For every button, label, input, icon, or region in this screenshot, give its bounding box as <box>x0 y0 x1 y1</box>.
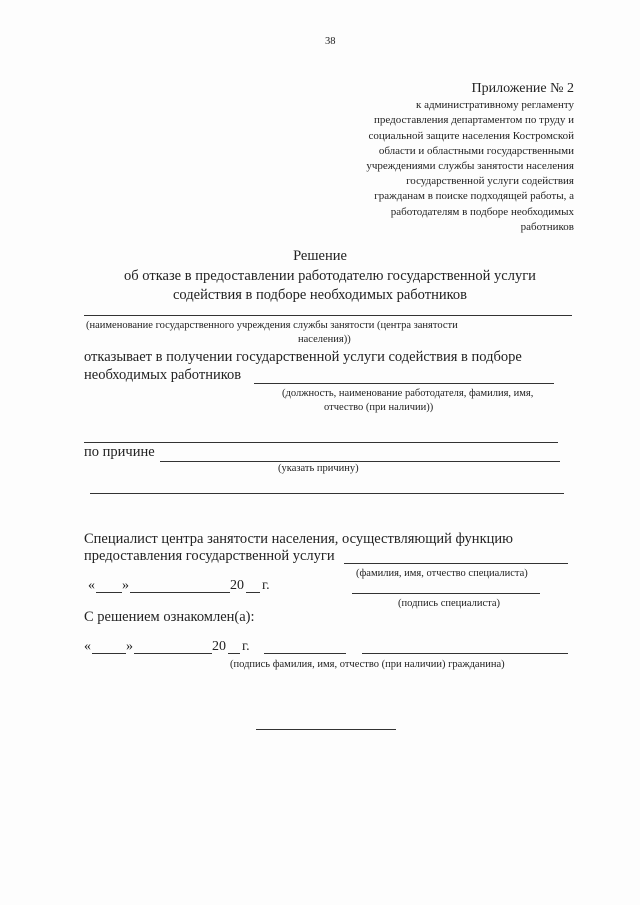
page-number: 38 <box>325 36 336 47</box>
reason-label: по причине <box>84 444 155 460</box>
appendix-line: работников <box>520 220 574 233</box>
appendix-line: учреждениями службы занятости населения <box>366 160 574 173</box>
specialist-sign-hint: (подпись специалиста) <box>398 598 501 609</box>
citizen-date-year: 20 <box>212 639 226 654</box>
citizen-date-suffix: г. <box>242 639 250 654</box>
employer-line[interactable] <box>254 383 554 384</box>
appendix-line: работодателям в подборе необходимых <box>390 205 574 218</box>
bottom-divider <box>256 729 396 730</box>
workers-text: необходимых работников <box>84 367 242 383</box>
institution-hint-2: населения)) <box>298 334 351 345</box>
blank-line[interactable] <box>84 442 558 443</box>
institution-name-line[interactable] <box>84 315 572 316</box>
citizen-sign-hint: (подпись фамилия, имя, отчество (при наличии) гражданина) <box>230 659 505 670</box>
specialist-name-line[interactable] <box>344 563 568 564</box>
specialist-date-month[interactable] <box>130 592 230 593</box>
appendix-line: социальной защите населения Костромской <box>368 129 574 142</box>
citizen-date-day[interactable] <box>92 653 126 654</box>
citizen-name-line[interactable] <box>362 653 568 654</box>
institution-hint-1: (наименование государственного учреждения службы занятости (центра занятости <box>86 320 458 331</box>
citizen-date-open: « <box>84 639 91 654</box>
reason-line[interactable] <box>160 461 560 462</box>
acquainted-label: С решением ознакомлен(а): <box>84 609 255 625</box>
citizen-date-month[interactable] <box>134 653 212 654</box>
refuses-text: отказывает в получении государственной услуги содействия в подборе <box>84 349 522 365</box>
appendix-line: государственной услуги содействия <box>406 175 574 188</box>
citizen-date-year-blank[interactable] <box>228 653 240 654</box>
appendix-line: области и областными государственными <box>378 144 574 157</box>
specialist-text-1: Специалист центра занятости населения, осуществляющий функцию <box>84 531 513 547</box>
specialist-date-suffix: г. <box>262 578 270 593</box>
citizen-sign-line[interactable] <box>264 653 346 654</box>
specialist-date-year: 20 <box>230 578 244 593</box>
appendix-line: к административному регламенту <box>416 99 574 112</box>
specialist-date-day[interactable] <box>96 592 122 593</box>
specialist-name-hint: (фамилия, имя, отчество специалиста) <box>356 568 528 579</box>
specialist-sign-line[interactable] <box>352 593 540 594</box>
appendix-title: Приложение № 2 <box>471 81 574 96</box>
appendix-line: предоставления департаментом по труду и <box>374 114 574 127</box>
employer-hint-2: отчество (при наличии)) <box>324 402 434 413</box>
reason-hint: (указать причину) <box>278 463 359 474</box>
specialist-text-2: предоставления государственной услуги <box>84 548 335 564</box>
specialist-date-open: « <box>88 578 95 593</box>
decision-subtitle-1: об отказе в предоставлении работодателю государственной услуги <box>124 268 536 284</box>
specialist-date-year-blank[interactable] <box>246 592 260 593</box>
decision-subtitle-2: содействия в подборе необходимых работников <box>172 287 467 303</box>
specialist-date-close: » <box>122 578 129 593</box>
appendix-line: гражданам в поиске подходящей работы, а <box>374 190 574 203</box>
employer-hint-1: (должность, наименование работодателя, фамилия, имя, <box>282 388 534 399</box>
appendix-block <box>366 81 574 235</box>
citizen-date-close: » <box>126 639 133 654</box>
decision-title: Решение <box>293 248 347 264</box>
reason-line-2[interactable] <box>90 493 564 494</box>
